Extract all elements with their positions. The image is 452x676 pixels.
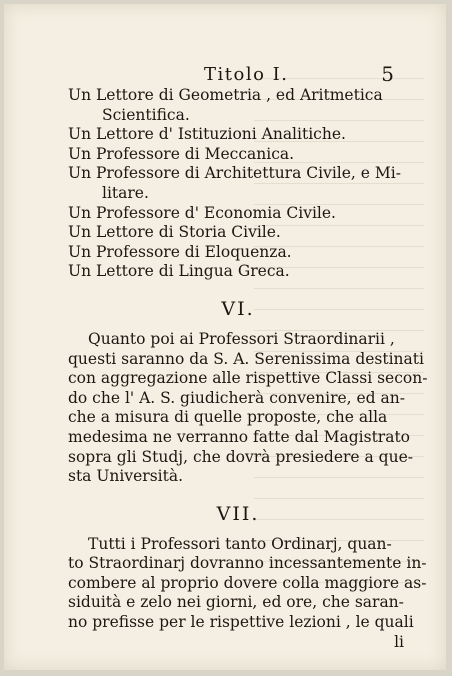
paragraph-line: Tutti i Professori tanto Ordinarj, quan- (88, 534, 392, 553)
page-content (68, 86, 428, 652)
paragraph-line: sta Università. (68, 467, 184, 486)
running-title: Titolo I. (204, 64, 289, 85)
paragraph-line: che a misura di quelle proposte, che alla (68, 408, 388, 427)
list-item-continuation: Scientifica. (102, 105, 190, 124)
professor-list (68, 86, 408, 282)
list-item: Un Professore d' Economia Civile. (68, 203, 336, 222)
paragraph-line: do che l' A. S. giudicherà convenire, ed an- (68, 388, 405, 407)
paragraph-line: medesima ne verranno fatte dal Magistrato (68, 427, 411, 446)
list-item: Un Professore di Eloquenza. (68, 242, 292, 261)
paragraph-line: Quanto poi ai Professori Straordinarii , (88, 329, 395, 348)
paragraph-line: con aggregazione alle rispettive Classi secon- (68, 369, 428, 388)
list-item: Un Lettore d' Istituzioni Analitiche. (68, 125, 346, 144)
paragraph-vi (68, 329, 428, 487)
section-heading-vi: VI. (221, 297, 255, 320)
list-item: Un Professore di Meccanica. (68, 144, 295, 163)
list-item: Un Lettore di Storia Civile. (68, 223, 281, 242)
paragraph-vii (68, 534, 427, 653)
paragraph-line: no prefisse per le rispettive lezioni , le quali (68, 613, 414, 632)
list-item: Un Professore di Architettura Civile, e Mi- (68, 164, 401, 183)
page-number: 5 (381, 62, 394, 86)
catchword: li (394, 632, 404, 651)
list-item: Un Lettore di Lingua Greca. (68, 262, 290, 281)
page-header (64, 64, 394, 86)
list-item: Un Lettore di Geometria , ed Aritmetica (68, 86, 383, 104)
list-item-continuation: litare. (102, 183, 149, 202)
paragraph-line: combere al proprio dovere colla maggiore as- (68, 573, 427, 592)
book-page (4, 4, 446, 670)
paragraph-line: sopra gli Studj, che dovrà presiedere a que- (68, 447, 413, 466)
paragraph-line: questi saranno da S. A. Serenissima destinati (68, 349, 424, 368)
paragraph-line: to Straordinarj dovranno incessantemente in- (68, 554, 427, 573)
paragraph-line: siduità e zelo nei giorni, ed ore, che saran- (68, 593, 404, 612)
section-heading-vii: VII. (216, 502, 260, 525)
